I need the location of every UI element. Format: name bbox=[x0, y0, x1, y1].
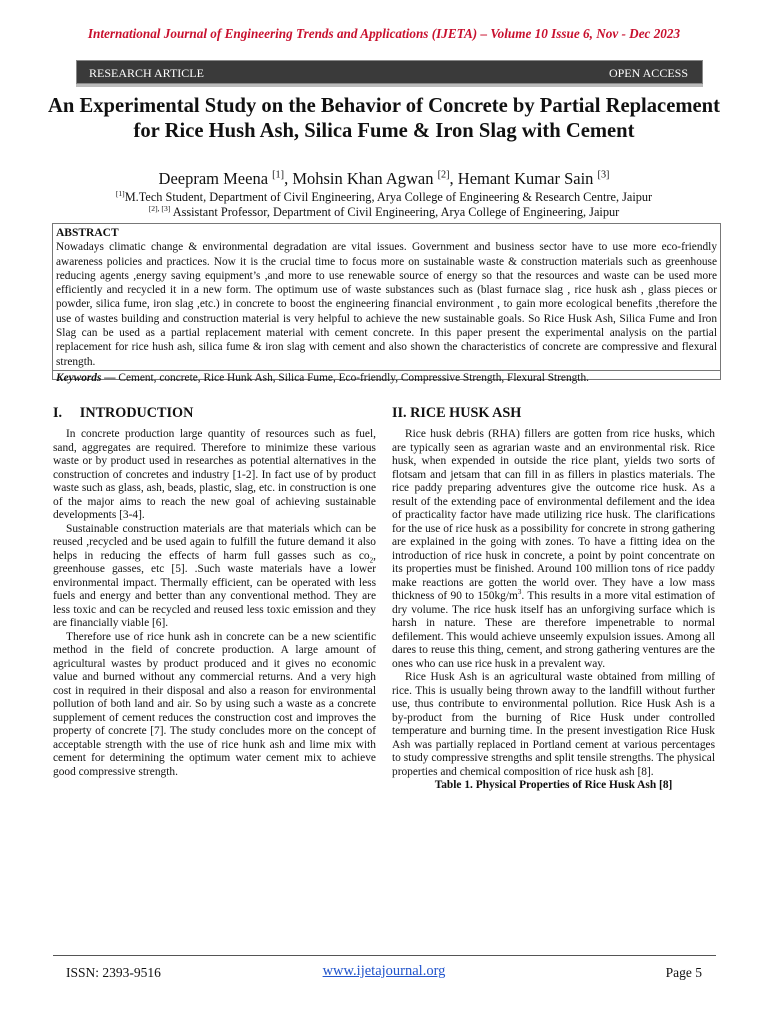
affiliation-text: Assistant Professor, Department of Civil Engineering, Arya College of Engineering, Jaipur bbox=[170, 205, 620, 219]
table-caption: Table 1. Physical Properties of Rice Husk Ash [8] bbox=[434, 779, 673, 791]
article-banner bbox=[76, 60, 703, 84]
affiliation bbox=[0, 190, 768, 205]
abstract-text: Nowadays climatic change & environmental degradation are vital issues. Government and business sector have to use more eco-friendly awareness policies and practices. Now it is the crucial time to focus more on sustainable waste & construction materials such as greenhouse reducing agents ,energy saving equipment’s ,and more to use renewable source of energy so that the resources and waste can be used more efficiently and recycled it in a new form. The optimum use of waste substances such as (blast furnace slag , rice husk ash , glass pieces or powder, silica fume, iron slag ,etc.) in concrete to boost the engineering financial environment , to gain more ecological benefits ,therefore the use of wastes building and construction material is very helpful to achieve the new sustainable goals. So Rice Husk Ash, Silica Fume and Iron Slag can be used as a partial replacement material with cement concrete. In this paper present the experimental analysis on the partial replacement for rice hush ash, silica fume & iron slag with cement and also shown the characteristics of concrete are compressive and flexural strength. bbox=[56, 241, 717, 368]
right-column bbox=[392, 405, 715, 793]
author-name: Mohsin Khan Agwan bbox=[292, 169, 434, 188]
keywords-text: Cement, concrete, Rice Hunk Ash, Silica Fume, Eco-friendly, Compressive Strength, Flexural Strength. bbox=[115, 371, 589, 384]
author-name: Hemant Kumar Sain bbox=[457, 169, 594, 188]
author-ref: [1] bbox=[272, 169, 285, 181]
author-name: Deepram Meena bbox=[158, 169, 269, 188]
author-ref: [2] bbox=[437, 169, 450, 181]
affiliation-text: M.Tech Student, Department of Civil Engineering, Arya College of Engineering & Research Centre, Jaipur bbox=[124, 190, 653, 204]
author-list: Deepram Meena [1], Mohsin Khan Agwan [2], Hemant Kumar Sain [3] bbox=[158, 169, 610, 188]
abstract-box bbox=[52, 223, 721, 384]
paragraph: Rice husk debris (RHA) fillers are gotten from rice husks, which are typically seen as agrarian waste and an environmental risk. Rice husk, when expended in outside the rice plant, yields two sorts of flotsam and jetsam that can fill in as fillers in plastics materials. The rice paddy preparing adventures give the outcome rice husk. As a result of the extending pace of environmental defilement and the idea of practicality factor have made utilizing rice husk. The clarifications for the use of rice husk as a possibility for concrete in strong gathering are explained in the going with zones. To have a fitting idea on the introduction of rice husk in concrete, a point by point concentrate on its properties must be finished. Around 100 million tons of rice paddy make reactions are gotten the world over. They have a low mass thickness of 90 to $150kg/m^3$. This results in a more vital estimation of dry volume. The rice husk itself has an unforgiving surface which is harsh in nature. These are therefore impenetrable to normal defilement. This would achieve unseemly expulsion issues. Among all dares to reuse this thing, cement, and strong gathering ventures are the ones who can use rice husk in a prevalent way. bbox=[392, 428, 716, 670]
footer-divider bbox=[53, 955, 716, 956]
left-column bbox=[53, 405, 376, 779]
article-type-label: RESEARCH ARTICLE bbox=[89, 66, 204, 80]
paragraph: Therefore use of rice hunk ash in concrete can be a new scientific method in the field of concrete production. A large amount of agricultural wastes by product produced and it gives no economic value and burned without any commercial returns. And a very high cost in required in their disposal and also a reason for environmental pollution of both land and air. So by using such a waste as a concrete supplement of cement reduces the construction cost and improves the property of concrete [7]. The study concludes more on the concept of acceptable strength with the use of rice hunk ash and lime mix with cement for determining the optimum water cement mix to achieve good compressive strength. bbox=[53, 630, 376, 778]
paper-title: An Experimental Study on the Behavior of Concrete by Partial Replacement for Rice Hush Ash, Silica Fume & Iron Slag with Cement bbox=[48, 95, 720, 142]
paragraph: Sustainable construction materials are that materials which can be reused ,recycled and be used again to fulfill the future demand it also helps in reducing the effects of harm full gasses such as $co_2$, greenhouse gasses, etc [5]. .Such waste materials have a lower environmental impact. Thermally efficient, can be operated with less fuels and energy and better than any conventional method. They are less toxic and can be recycled and reused less toxic emission and they are financially viable [6]. bbox=[53, 522, 376, 629]
affiliation-ref: [2], [3] bbox=[148, 203, 171, 213]
keywords-line bbox=[53, 370, 720, 385]
author-ref: [3] bbox=[597, 169, 610, 181]
paragraph: In concrete production large quantity of resources such as fuel, sand, aggregates are required. Therefore to minimize these various waste or by product used in researches as potential alternatives in the construction of concretes and industry [1-2]. In fact use of by product waste such as glass, ash, beads, plastic, slag, etc. in construction is one of the major aims to reach the new goal of achieving sustainable developments [3-4]. bbox=[53, 428, 376, 521]
journal-header: International Journal of Engineering Trends and Applications (IJETA) – Volume 10 Issue 6, Nov - Dec 2023 bbox=[87, 26, 681, 41]
open-access-label: OPEN ACCESS bbox=[608, 66, 688, 80]
section-heading-rice-husk-ash: II. RICE HUSK ASH bbox=[392, 405, 522, 421]
issn-label: ISSN: 2393-9516 bbox=[66, 965, 161, 980]
keywords-label: Keywords — bbox=[56, 371, 116, 384]
paragraph: Rice Husk Ash is an agricultural waste obtained from milling of rice. This is usually being thrown away to the landfill without further use, thus contribute to environmental pollution. Rice Husk Ash is a by-product from the burning of Rice Husk under controlled temperature and burning time. In the present investigation Rice Husk Ash was partially replaced in Portland cement at various percentages to study compressive strengths and split tensile strengths. The physical properties and chemical composition of rice husk ash [8]. bbox=[392, 671, 715, 778]
affiliation-ref: [1] bbox=[115, 188, 125, 198]
section-heading-introduction: I. INTRODUCTION bbox=[53, 405, 194, 421]
affiliation bbox=[0, 205, 768, 220]
page-number: Page 5 bbox=[665, 965, 702, 980]
abstract-heading: ABSTRACT bbox=[56, 227, 119, 239]
journal-url-link[interactable]: www.ijetajournal.org bbox=[322, 963, 446, 979]
